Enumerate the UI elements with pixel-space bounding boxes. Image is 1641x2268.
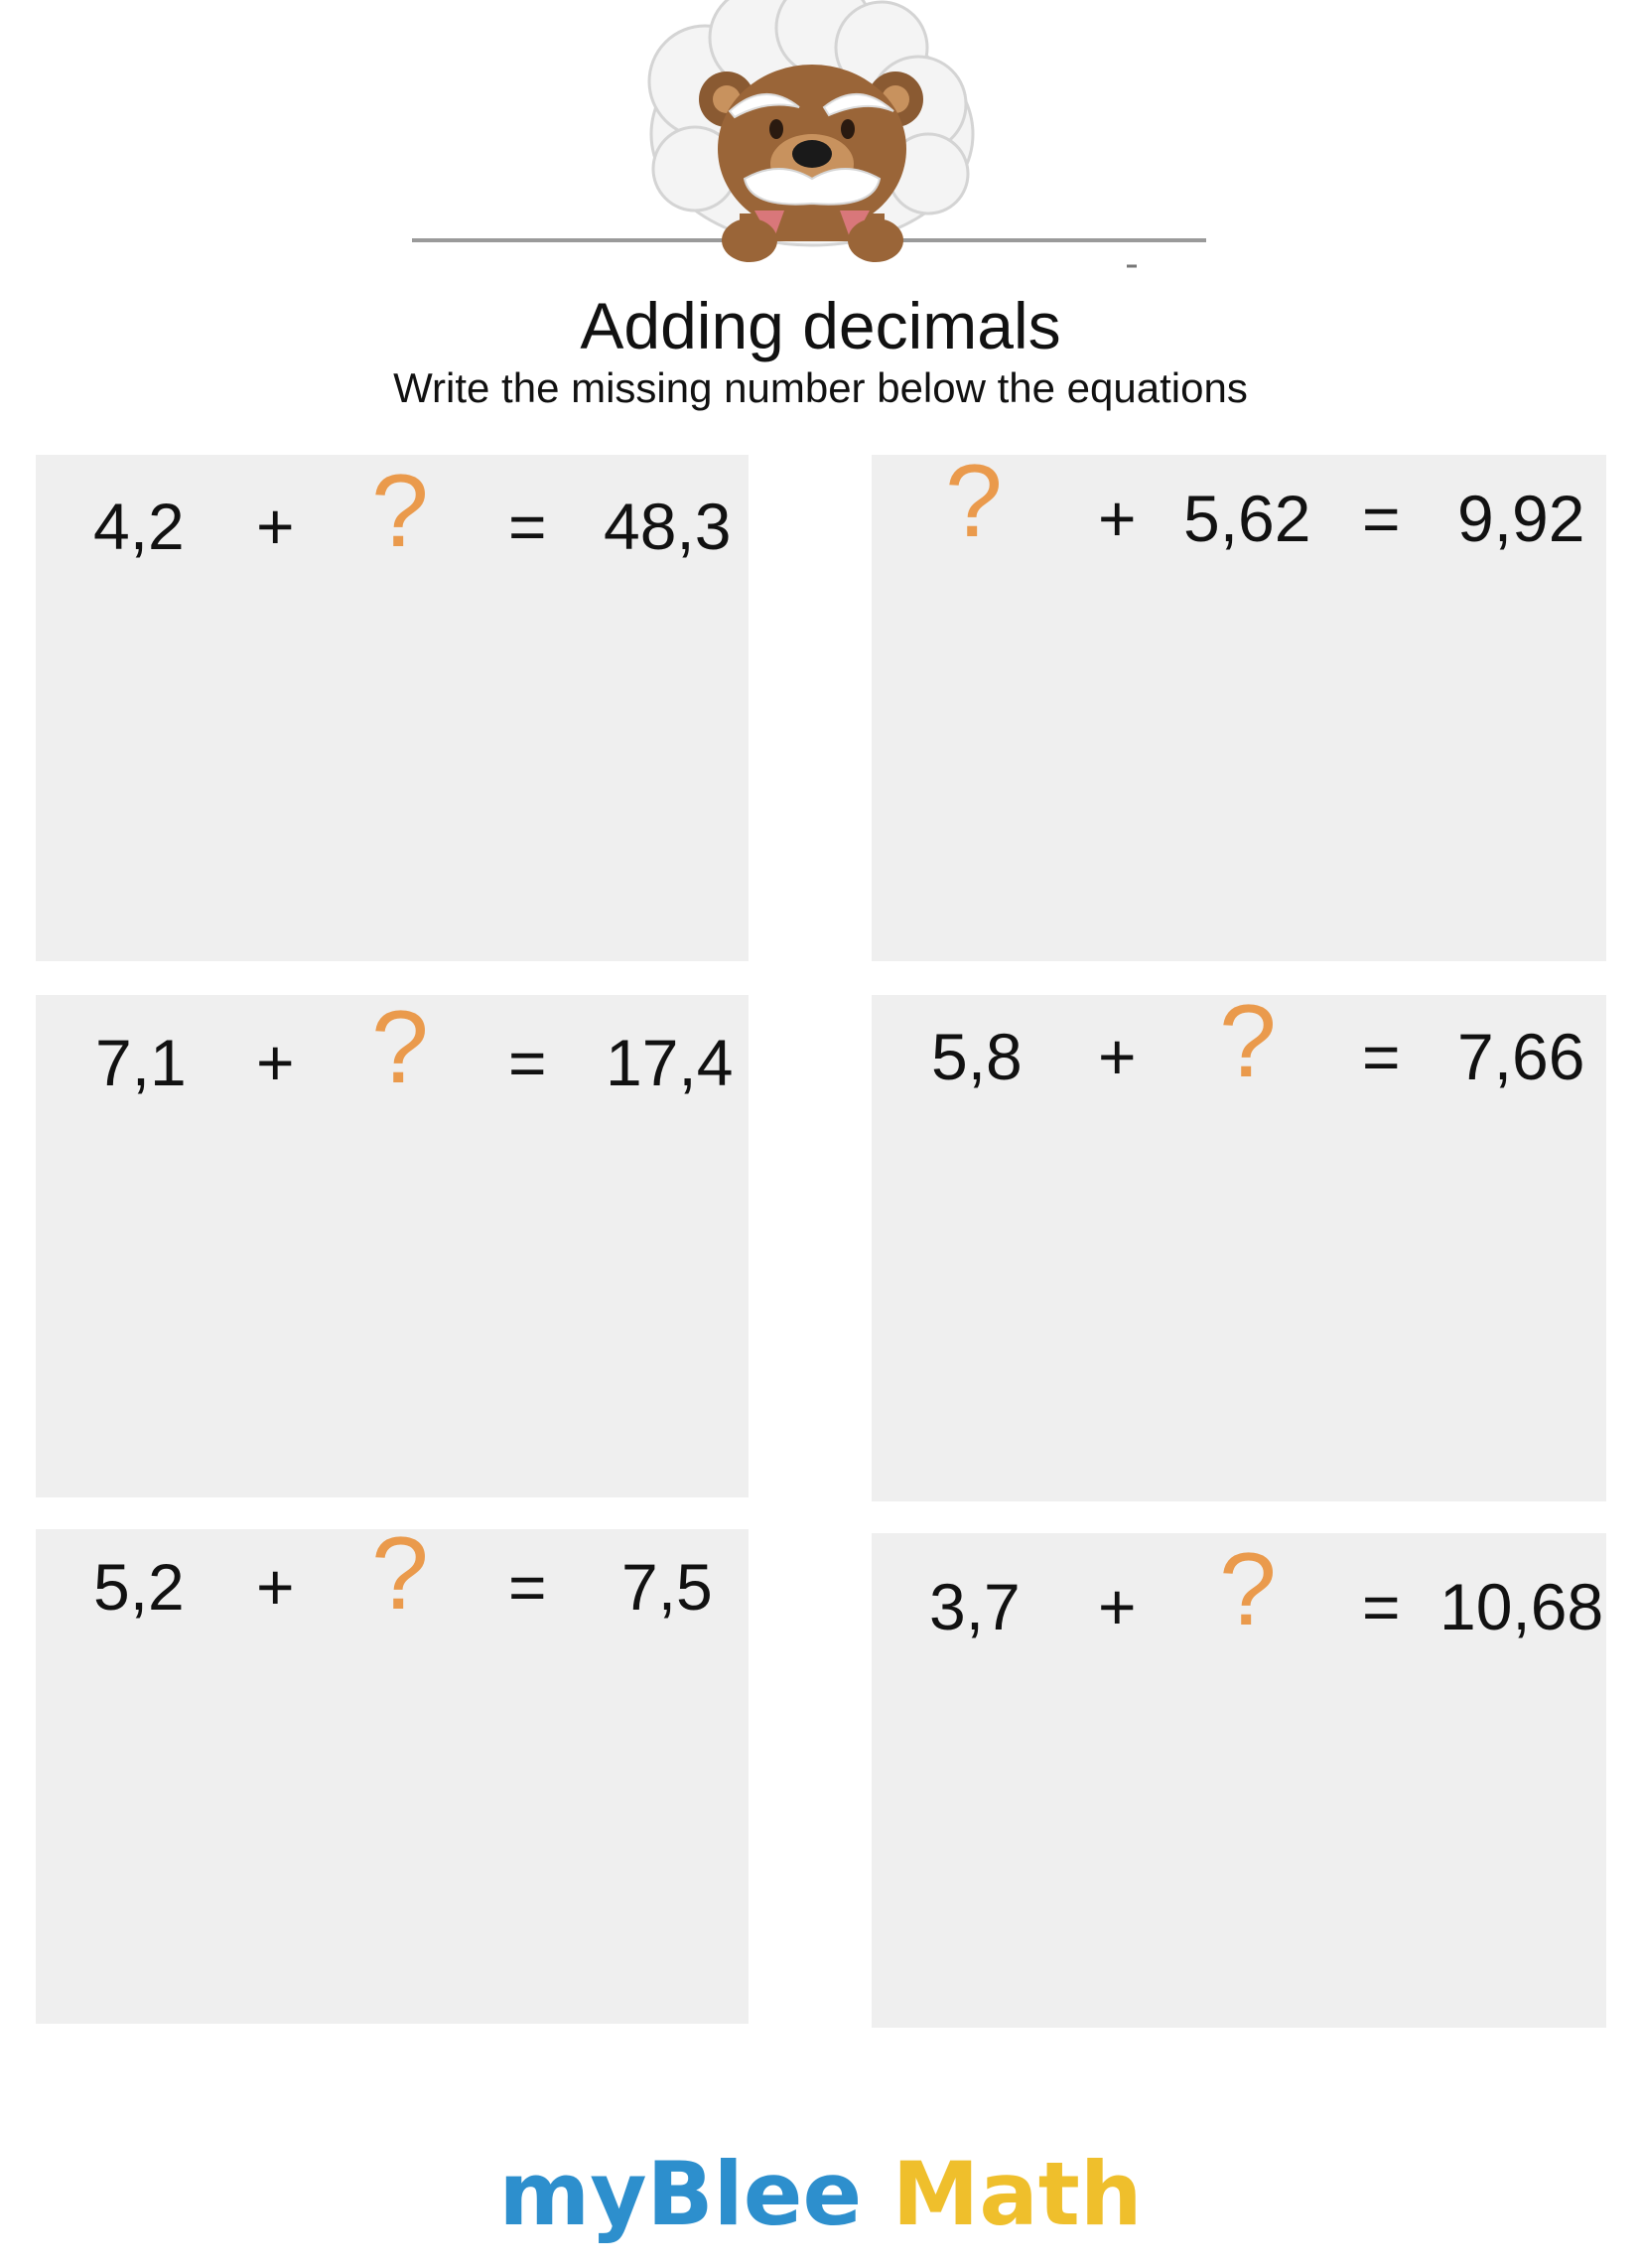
operand: 4,2 [93, 490, 185, 563]
equals-sign: = [1362, 1570, 1401, 1643]
result: 9,92 [1457, 482, 1585, 555]
operand: 5,62 [1183, 482, 1311, 555]
operand: 3,7 [929, 1570, 1021, 1643]
missing-number: ? [371, 990, 429, 1105]
missing-number: ? [1219, 1532, 1277, 1647]
equals-sign: = [1362, 1020, 1401, 1093]
plus-sign: + [1098, 1570, 1137, 1643]
result: 7,66 [1457, 1020, 1585, 1093]
equals-sign: = [1362, 482, 1401, 555]
equals-sign: = [508, 1550, 547, 1624]
page-subtitle: Write the missing number below the equations [393, 364, 1248, 411]
problem-box [872, 1533, 1606, 2028]
missing-number: ? [945, 444, 1003, 559]
result: 7,5 [621, 1550, 713, 1624]
operand: 5,8 [931, 1020, 1023, 1093]
bear-mascot-illustration [407, 0, 1241, 270]
logo-math: Math [862, 2143, 1143, 2245]
result: 48,3 [604, 490, 732, 563]
operand: 7,1 [95, 1026, 187, 1099]
operand: 5,2 [93, 1550, 185, 1624]
problem-box [872, 444, 1606, 961]
plus-sign: + [1098, 1020, 1137, 1093]
result: 17,4 [606, 1026, 734, 1099]
problem-box [36, 990, 749, 1497]
plus-sign: + [1098, 482, 1137, 555]
missing-number: ? [1219, 984, 1277, 1099]
plus-sign: + [256, 490, 295, 563]
plus-sign: + [256, 1550, 295, 1624]
problem-box [36, 455, 749, 961]
result: 10,68 [1439, 1570, 1604, 1643]
problem-box [36, 1516, 749, 2024]
equals-sign: = [508, 1026, 547, 1099]
logo-myblee: myBlee [498, 2143, 863, 2245]
equals-sign: = [508, 490, 547, 563]
page-title: Adding decimals [580, 289, 1061, 362]
plus-sign: + [256, 1026, 295, 1099]
missing-number: ? [371, 454, 429, 569]
problem-box [872, 984, 1606, 1501]
myblee-math-logo [0, 2145, 1641, 2244]
missing-number: ? [371, 1516, 429, 1631]
